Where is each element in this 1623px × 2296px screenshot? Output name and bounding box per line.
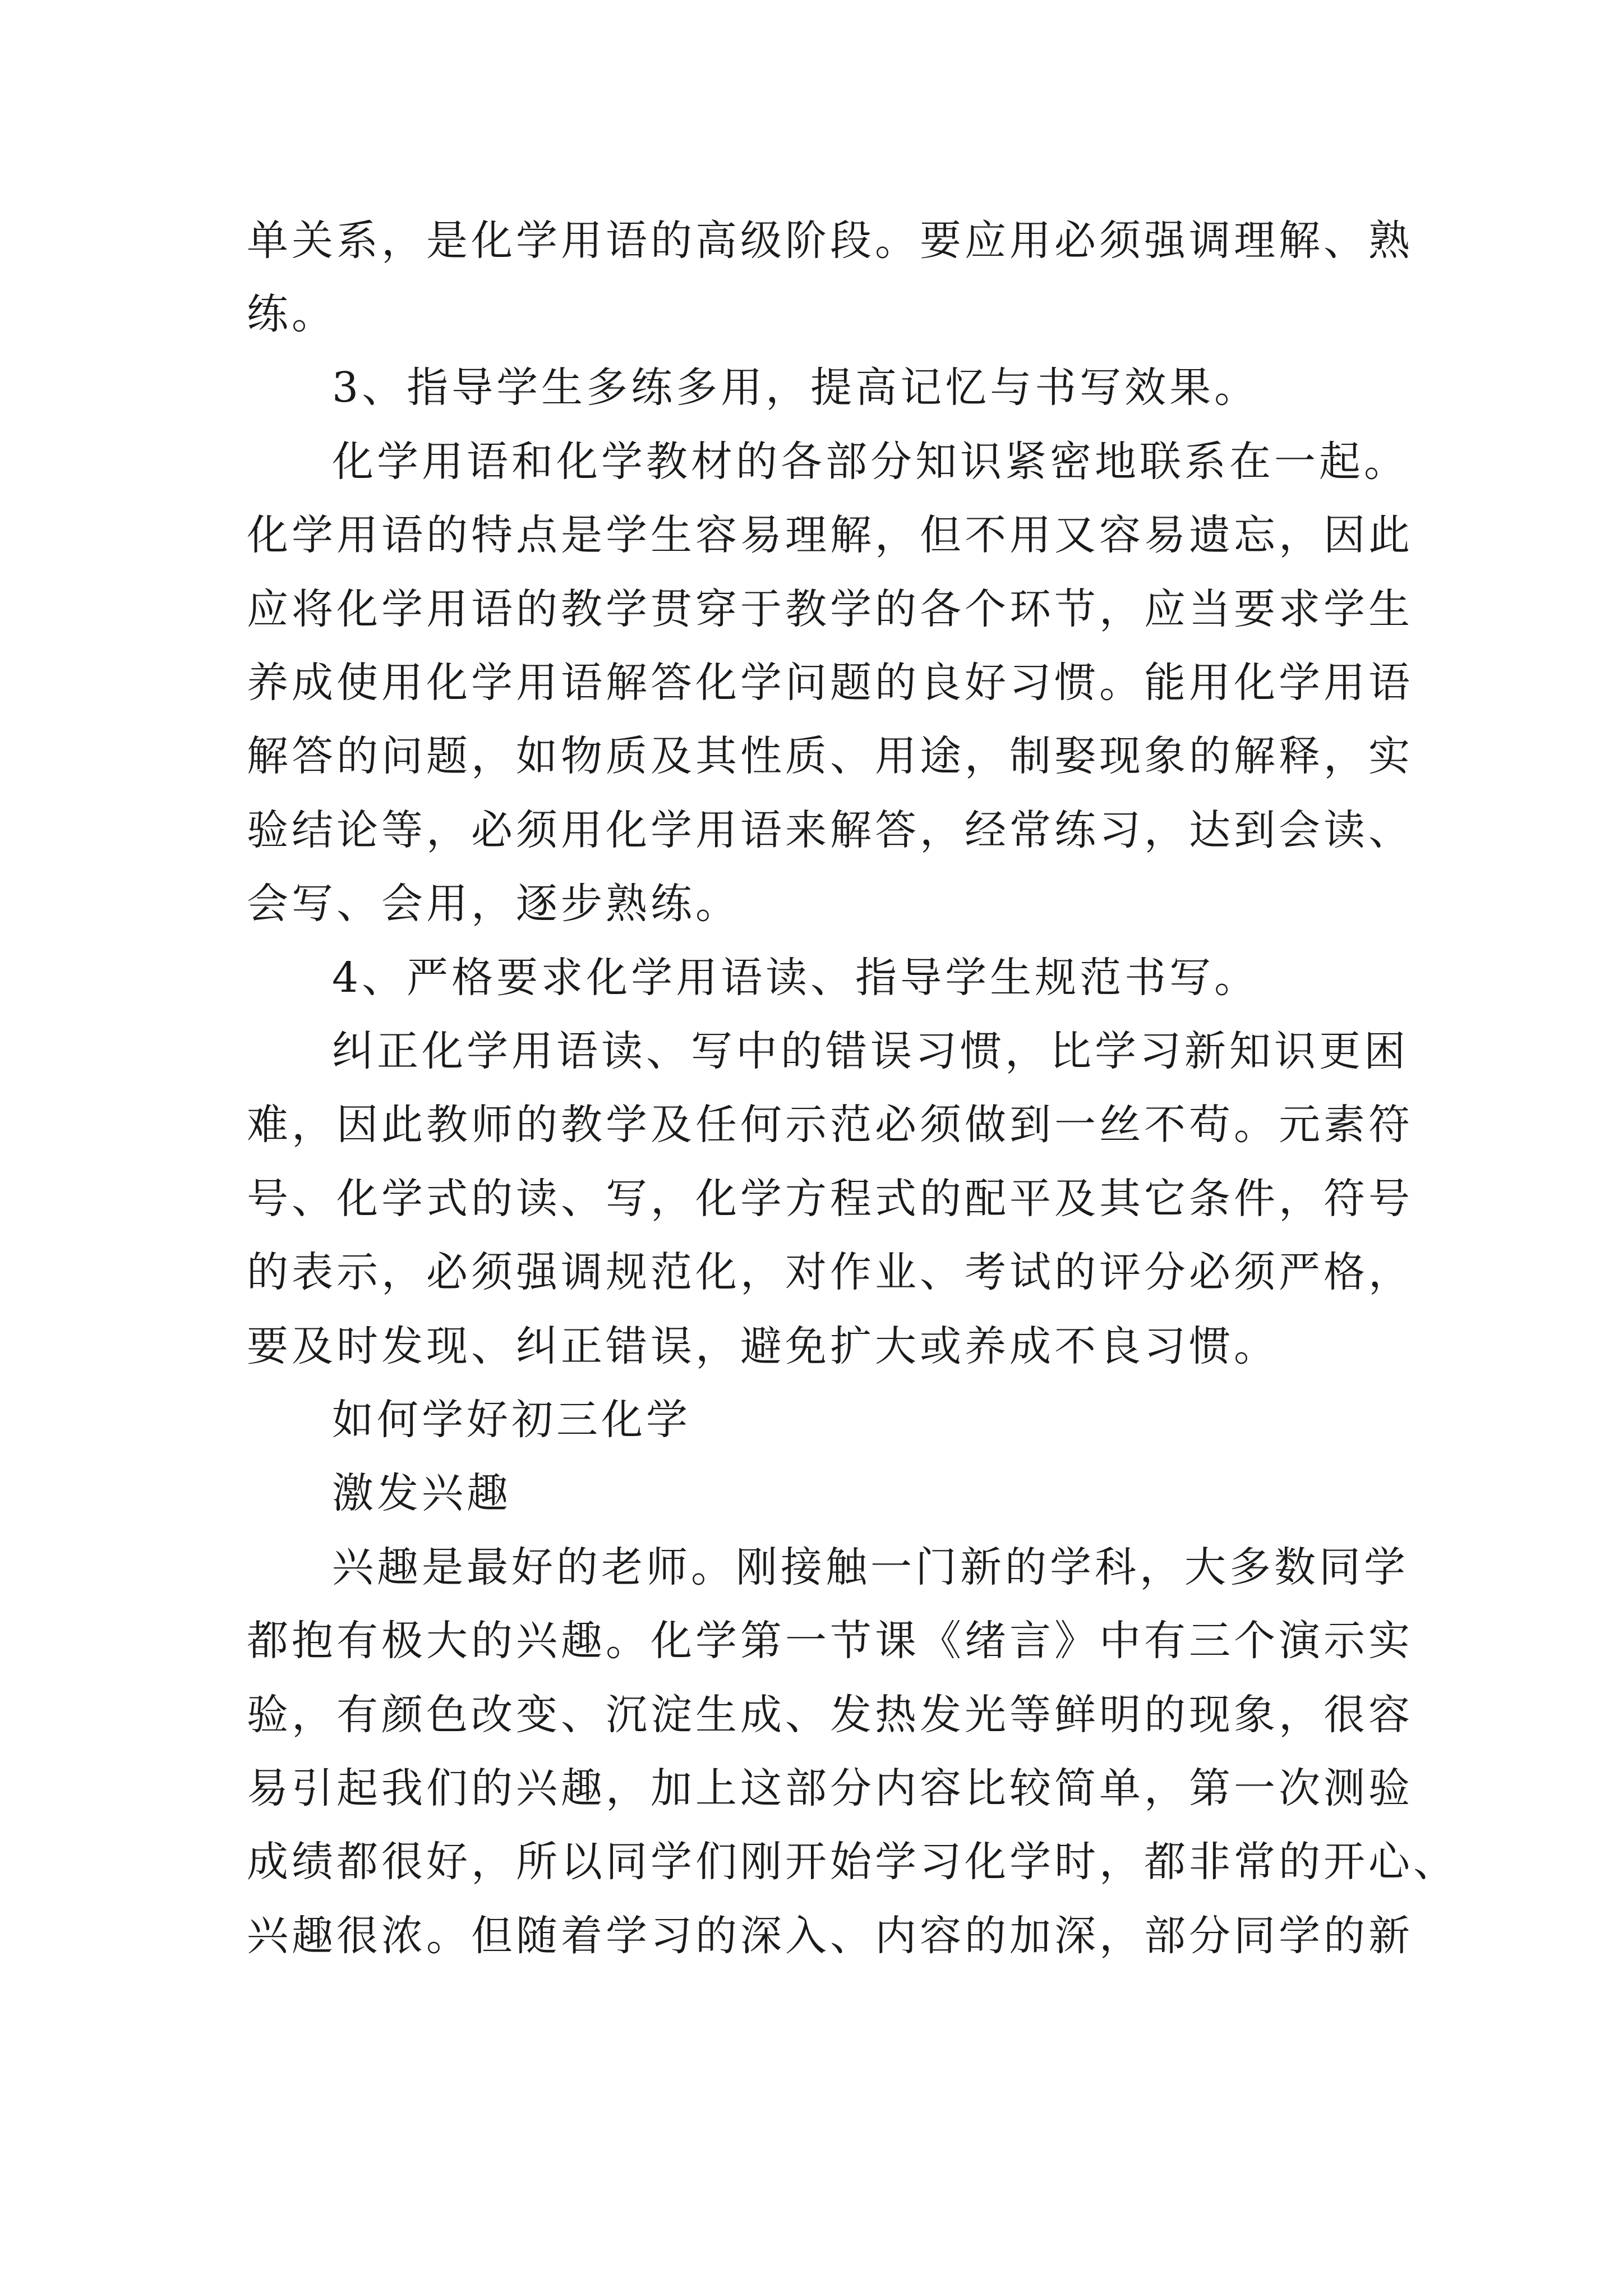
article-title: 如何学好初三化学: [332, 1396, 691, 1444]
text-line: 都抱有极大的兴趣。化学第一节课《绪言》中有三个演示实: [247, 1617, 1413, 1665]
text-line: 养成使用化学用语解答化学问题的良好习惯。能用化学用语: [247, 659, 1413, 707]
text-line: 的表示，必须强调规范化，对作业、考试的评分必须严格，: [247, 1248, 1413, 1296]
text-line: 易引起我们的兴趣，加上这部分内容比较简单，第一次测验: [247, 1764, 1413, 1812]
paragraph-first-line: 纠正化学用语读、写中的错误习惯，比学习新知识更困: [332, 1027, 1409, 1075]
section-heading: 3、指导学生多练多用，提高记忆与书写效果。: [332, 364, 1260, 412]
text-line: 练。: [247, 290, 336, 338]
text-line: 号、化学式的读、写，化学方程式的配平及其它条件，符号: [247, 1175, 1413, 1223]
text-line: 应将化学用语的教学贯穿于教学的各个环节，应当要求学生: [247, 585, 1413, 633]
text-line: 解答的问题，如物质及其性质、用途，制娶现象的解释，实: [247, 732, 1413, 780]
section-heading: 激发兴趣: [332, 1469, 511, 1517]
section-heading: 4、严格要求化学用语读、指导学生规范书写。: [332, 954, 1260, 1002]
text-line: 要及时发现、纠正错误，避免扩大或养成不良习惯。: [247, 1322, 1279, 1370]
paragraph-first-line: 兴趣是最好的老师。刚接触一门新的学科，大多数同学: [332, 1543, 1409, 1591]
text-line: 会写、会用，逐步熟练。: [247, 880, 740, 928]
paragraph-first-line: 化学用语和化学教材的各部分知识紧密地联系在一起。: [332, 438, 1409, 486]
text-line: 单关系，是化学用语的高级阶段。要应用必须强调理解、熟: [247, 217, 1413, 265]
text-line: 难，因此教师的教学及任何示范必须做到一丝不苟。元素符: [247, 1101, 1413, 1149]
text-line: 验结论等，必须用化学用语来解答，经常练习，达到会读、: [247, 806, 1413, 854]
text-line: 成绩都很好，所以同学们刚开始学习化学时，都非常的开心、: [247, 1838, 1458, 1886]
text-line: 验，有颜色改变、沉淀生成、发热发光等鲜明的现象，很容: [247, 1691, 1413, 1739]
text-line: 兴趣很浓。但随着学习的深入、内容的加深，部分同学的新: [247, 1912, 1413, 1960]
text-line: 化学用语的特点是学生容易理解，但不用又容易遗忘，因此: [247, 511, 1413, 559]
